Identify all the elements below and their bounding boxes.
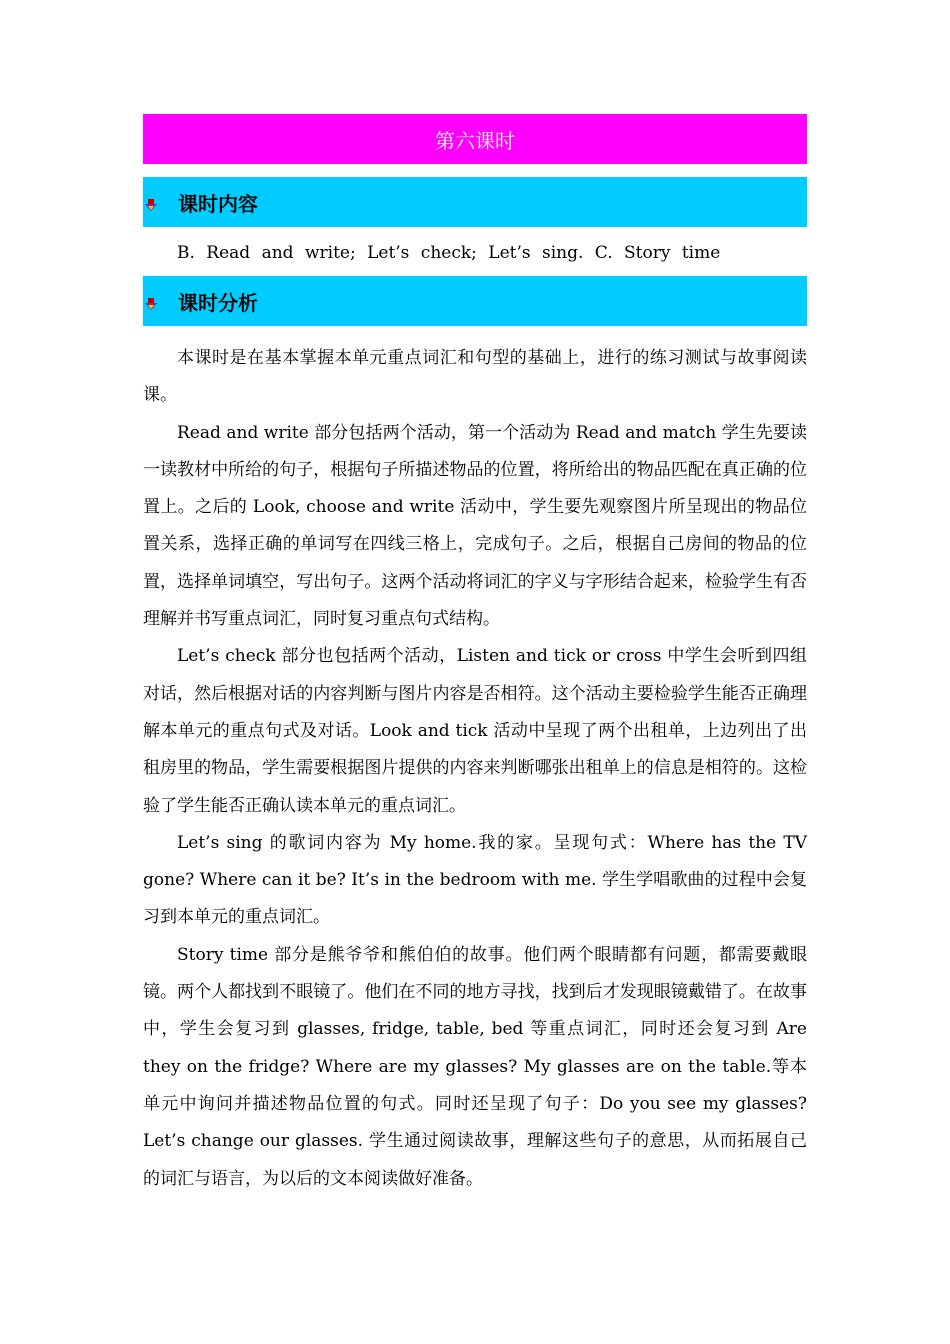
lesson-title-bar — [143, 114, 807, 164]
section-heading-label: 课时内容 — [178, 191, 258, 216]
bullet-arrow-icon — [145, 298, 157, 310]
bullet-arrow-icon — [145, 199, 157, 211]
analysis-paragraph: Story time 部分是熊爷爷和熊伯伯的故事。他们两个眼睛都有问题，都需要戴眼镜。两个人都找到不眼镜了。他们在不同的地方寻找，找到后才发现眼镜戴错了。在故事中，学生会复习到 glasses, fridge, table, bed 等重点词汇，同时还会复习到 Are they on the fridge? Where are my glasses? My glasses are on the table.等本单元中询问并描述物品位置的句式。同时还呈现了句子：Do you see my glasses? Let’s change our glasses. 学生通过阅读故事，理解这些句子的意思，从而拓展自己的词汇与语言，为以后的文本阅读做好准备。 — [143, 944, 807, 1189]
analysis-paragraph: 本课时是在基本掌握本单元重点词汇和句型的基础上，进行的练习测试与故事阅读课。 — [143, 348, 807, 406]
section-heading-analysis — [143, 276, 807, 326]
lesson-content-text: B. Read and write; Let’s check; Let’s sing. C. Story time — [177, 243, 721, 263]
section-heading-label: 课时分析 — [178, 290, 258, 315]
analysis-paragraph: Let’s sing 的歌词内容为 My home.我的家。呈现句式：Where has the TV gone? Where can it be? It’s in the bedroom with me. 学生学唱歌曲的过程中会复习到本单元的重点词汇。 — [143, 832, 807, 928]
analysis-paragraph: Let’s check 部分也包括两个活动，Listen and tick or cross 中学生会听到四组对话，然后根据对话的内容判断与图片内容是否相符。这个活动主要检验学生能否正确理解本单元的重点句式及对话。Look and tick 活动中呈现了两个出租单，上边列出了出租房里的物品，学生需要根据图片提供的内容来判断哪张出租单上的信息是相符的。这检验了学生能否正确认读本单元的重点词汇。 — [143, 646, 807, 816]
page — [143, 114, 807, 1198]
lesson-title: 第六课时 — [435, 128, 515, 153]
analysis-paragraph: Read and write 部分包括两个活动，第一个活动为 Read and match 学生先要读一读教材中所给的句子，根据句子所描述物品的位置，将所给出的物品匹配在真正确的位置上。之后的 Look, choose and write 活动中，学生要先观察图片所呈现出的物品位置关系，选择正确的单词写在四线三格上，完成句子。之后，根据自己房间的物品的位置，选择单词填空，写出句子。这两个活动将词汇的字义与字形结合起来，检验学生有否理解并书写重点词汇，同时复习重点句式结构。 — [143, 422, 807, 630]
analysis-body — [143, 340, 807, 1198]
section-heading-content — [143, 177, 807, 227]
